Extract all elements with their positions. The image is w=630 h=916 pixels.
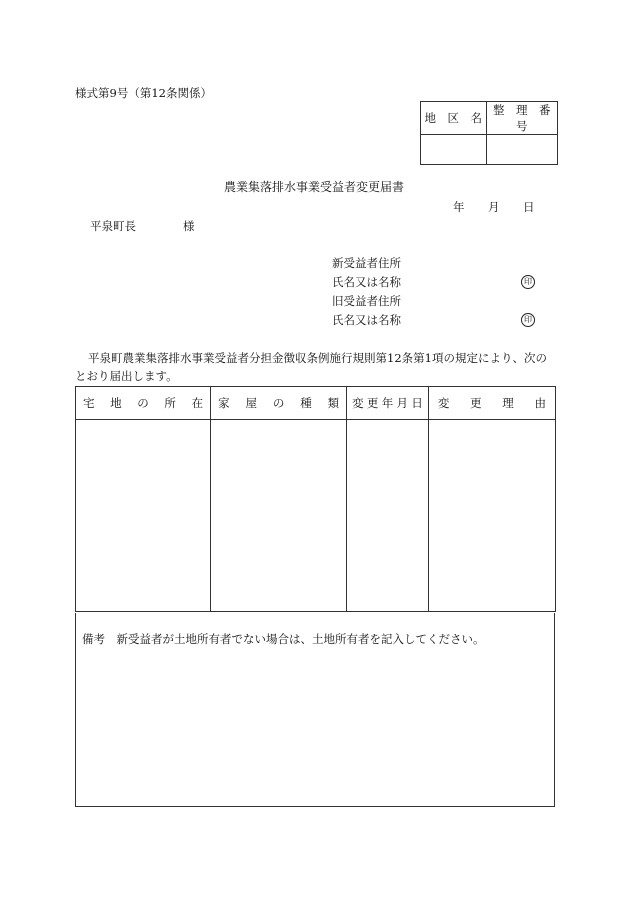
date-year-label: 年 [453, 200, 465, 214]
header-reason: 変 更 理 由 [428, 387, 555, 420]
date-month-label: 月 [488, 200, 500, 214]
header-change-date: 変 更 年 月 日 [347, 387, 429, 420]
form-number: 様式第9号（第12条関係） [75, 86, 212, 100]
remarks-box [75, 613, 555, 807]
new-beneficiary-address-label: 新受益者住所 [332, 256, 401, 270]
change-date-cell[interactable] [347, 420, 429, 612]
serial-label: 整 理 番 号 [486, 102, 557, 135]
header-location: 宅 地 の 所 在 [76, 387, 211, 420]
new-beneficiary-seal-icon: 印 [521, 275, 535, 289]
district-label: 地 区 名 [421, 102, 487, 135]
body-text-line2: とおり届出します。 [75, 369, 178, 383]
date-day-label: 日 [523, 200, 535, 214]
addressee-honorific: 様 [183, 219, 195, 233]
new-beneficiary-name-label: 氏名又は名称 [332, 275, 401, 289]
body-text-line1: 平泉町農業集落排水事業受益者分担金徴収条例施行規則第12条第1項の規定により、次の [88, 351, 547, 365]
district-value[interactable] [421, 135, 487, 165]
office-use-box [420, 101, 563, 165]
old-beneficiary-address-label: 旧受益者住所 [332, 294, 401, 308]
serial-value[interactable] [486, 135, 557, 165]
old-beneficiary-seal-icon: 印 [521, 313, 535, 327]
form-title: 農業集落排水事業受益者変更届書 [224, 180, 405, 194]
addressee-name: 平泉町長 [90, 219, 136, 233]
reason-cell[interactable] [428, 420, 555, 612]
remarks-text: 備考 新受益者が土地所有者でない場合は、土地所有者を記入してください。 [82, 632, 485, 646]
old-beneficiary-name-label: 氏名又は名称 [332, 313, 401, 327]
location-cell[interactable] [76, 420, 211, 612]
change-table [75, 386, 556, 612]
header-house-type: 家 屋 の 種 類 [211, 387, 347, 420]
house-type-cell[interactable] [211, 420, 347, 612]
